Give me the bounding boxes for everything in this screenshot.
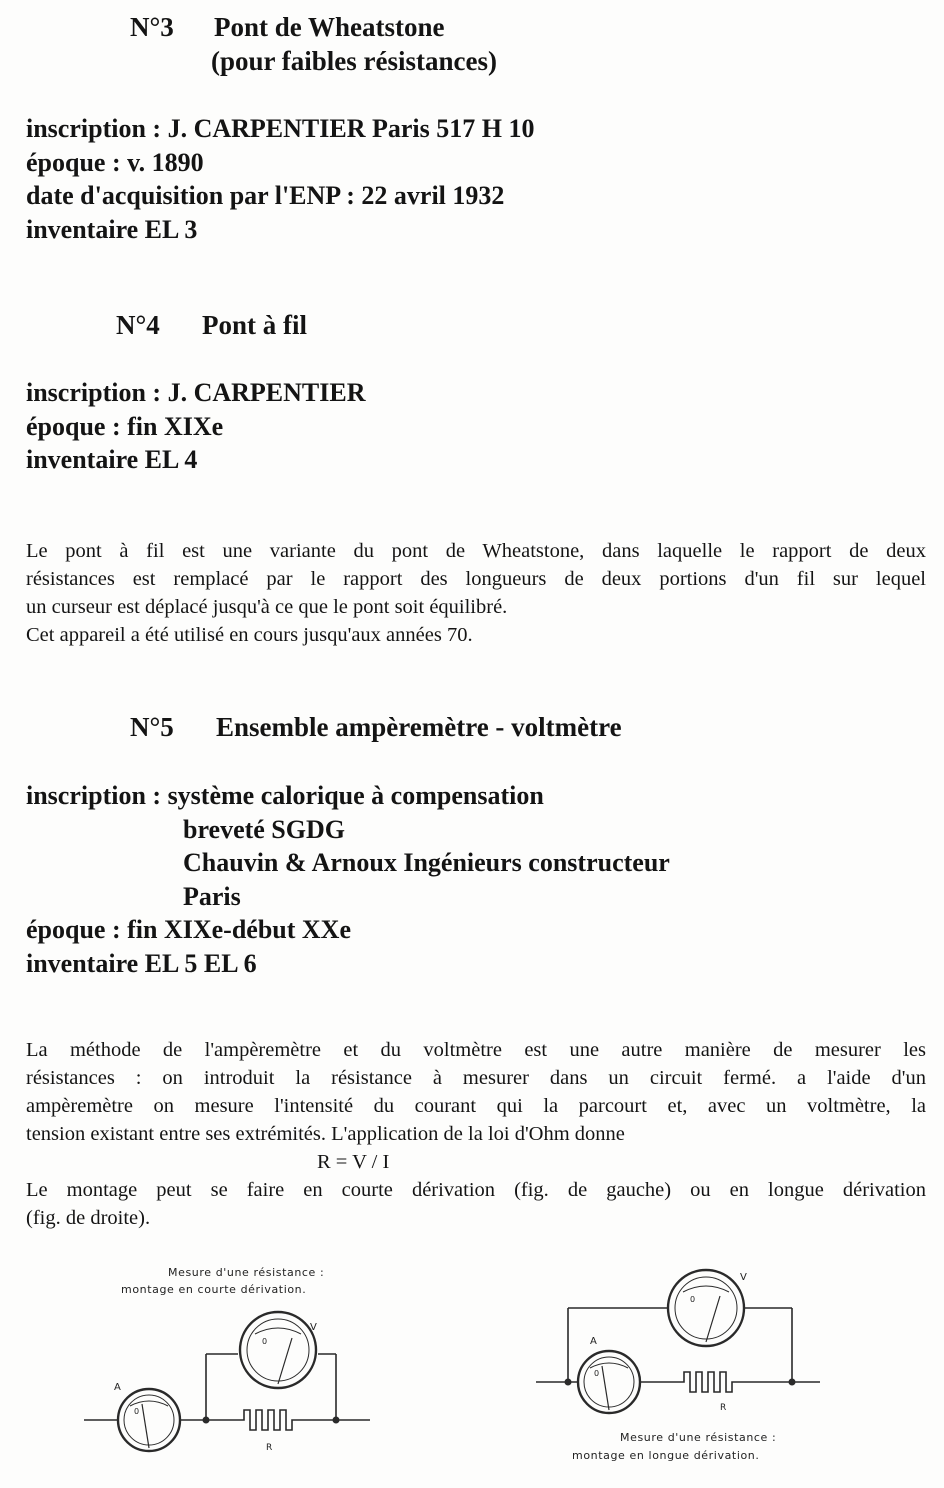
n4-title: Pont à fil bbox=[202, 310, 307, 340]
voltmeter-zero: 0 bbox=[690, 1295, 696, 1304]
n5-title: Ensemble ampèremètre - voltmètre bbox=[216, 712, 622, 742]
n4-inventaire: inventaire EL 4 bbox=[26, 445, 198, 474]
n4-para-line: résistances est remplacé par le rapport des longueurs de deux portions d'un fil sur lequel bbox=[26, 568, 926, 590]
junction-dot bbox=[203, 1417, 210, 1424]
n5-description bbox=[26, 1036, 926, 1232]
right-figure-caption-1: Mesure d'une résistance : bbox=[620, 1431, 777, 1444]
n5-para-line: ampèremètre on mesure l'intensité du courant qui la parcourt et, avec un voltmètre, la bbox=[26, 1095, 926, 1117]
n3-acquisition: date d'acquisition par l'ENP : 22 avril 1932 bbox=[26, 181, 505, 210]
n4-para-line: Le pont à fil est une variante du pont de Wheatstone, dans laquelle le rapport de deux bbox=[26, 540, 926, 562]
n3-subtitle: (pour faibles résistances) bbox=[211, 46, 497, 76]
n5-details bbox=[26, 779, 670, 980]
ammeter-label: A bbox=[590, 1336, 597, 1347]
long-derivation-diagram bbox=[530, 1262, 830, 1432]
junction-dot bbox=[565, 1379, 572, 1386]
n5-para-line: Le montage peut se faire en courte dérivation (fig. de gauche) ou en longue dérivation bbox=[26, 1179, 926, 1201]
n3-title: Pont de Wheatstone bbox=[214, 12, 445, 42]
n5-epoque: époque : fin XIXe-début XXe bbox=[26, 915, 351, 944]
resistance-label: R bbox=[266, 1443, 273, 1453]
resistance-label: R bbox=[720, 1403, 727, 1413]
voltmeter-zero: 0 bbox=[262, 1337, 268, 1346]
n5-para-line: résistances : on introduit la résistance à mesurer dans un circuit fermé. a l'aide d'un bbox=[26, 1067, 926, 1089]
n3-details bbox=[26, 112, 534, 246]
voltmeter-label: V bbox=[740, 1272, 747, 1283]
n3-inscription: inscription : J. CARPENTIER Paris 517 H 10 bbox=[26, 114, 535, 143]
ammeter-label: A bbox=[114, 1382, 121, 1393]
short-derivation-diagram bbox=[80, 1300, 380, 1470]
n4-epoque: époque : fin XIXe bbox=[26, 411, 224, 441]
n3-inventaire: inventaire EL 3 bbox=[26, 214, 198, 244]
n4-number: N°4 bbox=[116, 310, 160, 340]
n4-inscription: inscription : J. CARPENTIER bbox=[26, 378, 366, 407]
left-figure-caption-2: montage en courte dérivation. bbox=[121, 1283, 307, 1296]
n5-number: N°5 bbox=[130, 712, 174, 742]
junction-dot bbox=[333, 1417, 340, 1424]
n5-para-line: (fig. de droite). bbox=[26, 1207, 151, 1229]
junction-dot bbox=[789, 1379, 796, 1386]
n4-details bbox=[26, 376, 365, 477]
ammeter-zero: 0 bbox=[134, 1407, 140, 1416]
n5-para-line: La méthode de l'ampèremètre et du voltmètre est une autre manière de mesurer les bbox=[26, 1039, 926, 1061]
ammeter-zero: 0 bbox=[594, 1369, 600, 1378]
n5-inscription-cont: breveté SGDG bbox=[183, 814, 345, 844]
n5-inventaire: inventaire EL 5 EL 6 bbox=[26, 948, 257, 978]
voltmeter-label: V bbox=[310, 1322, 317, 1333]
right-figure-caption-2: montage en longue dérivation. bbox=[572, 1449, 760, 1462]
left-figure-caption-1: Mesure d'une résistance : bbox=[168, 1266, 325, 1279]
n3-number: N°3 bbox=[130, 12, 174, 42]
n4-para-line: un curseur est déplacé jusqu'à ce que le pont soit équilibré. bbox=[26, 596, 508, 618]
n5-inscription: inscription : système calorique à compensation bbox=[26, 781, 544, 810]
n3-epoque: époque : v. 1890 bbox=[26, 147, 204, 177]
n4-description bbox=[26, 537, 926, 649]
n5-para-line: tension existant entre ses extrémités. L'application de la loi d'Ohm donne bbox=[26, 1123, 625, 1145]
n5-inscription-cont: Chauvin & Arnoux Ingénieurs constructeur bbox=[183, 848, 670, 877]
ohm-formula: R = V / I bbox=[317, 1151, 390, 1173]
n4-para-line: Cet appareil a été utilisé en cours jusqu'aux années 70. bbox=[26, 624, 473, 646]
n5-inscription-cont: Paris bbox=[183, 881, 241, 911]
